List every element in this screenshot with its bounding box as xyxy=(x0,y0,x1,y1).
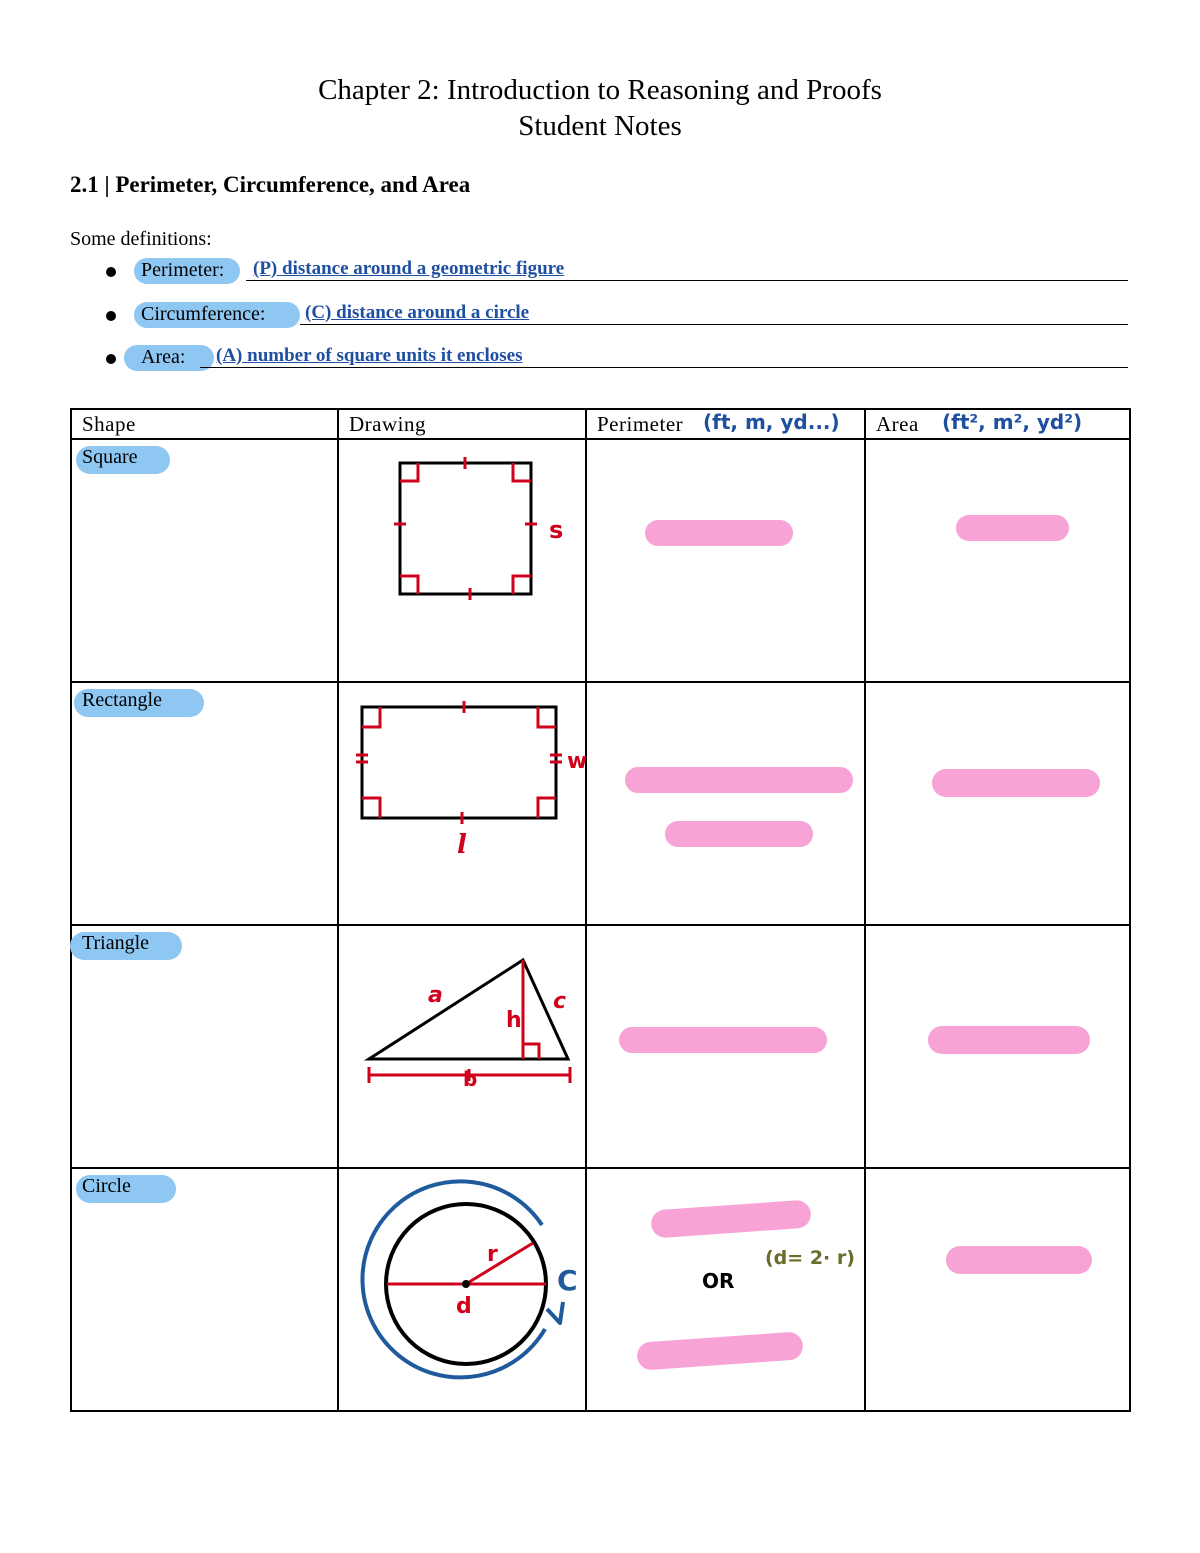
area-cell xyxy=(865,925,1130,1168)
table-row xyxy=(71,439,1130,682)
section-heading: 2.1 | Perimeter, Circumference, and Area xyxy=(70,172,471,197)
formula-highlight xyxy=(636,1331,804,1371)
side-c-label: c xyxy=(553,989,567,1014)
height-label: h xyxy=(506,1008,522,1033)
definition-text: (P) distance around a geometric figure xyxy=(253,258,565,279)
definitions-intro: Some definitions: xyxy=(70,228,212,250)
formula-highlight xyxy=(665,821,813,847)
table-row xyxy=(71,682,1130,925)
bullet-icon xyxy=(106,267,116,277)
header-area xyxy=(865,409,1130,439)
definition-blank-line xyxy=(200,367,1128,368)
definition-perimeter xyxy=(0,258,1200,288)
shape-name: Triangle xyxy=(82,932,150,954)
area-cell xyxy=(865,439,1130,682)
side-label: s xyxy=(549,516,564,544)
bullet-icon xyxy=(106,354,116,364)
bullet-icon xyxy=(106,311,116,321)
shapes-table xyxy=(70,408,1131,1412)
table-row xyxy=(71,925,1130,1168)
header-label: Shape xyxy=(82,412,136,436)
area-units-note: (ft², m², yd²) xyxy=(942,410,1083,434)
definition-text: (A) number of square units it encloses xyxy=(216,345,523,366)
shape-cell xyxy=(71,682,338,925)
formula-highlight xyxy=(645,520,793,546)
diameter-note: (d= 2· r) xyxy=(765,1247,855,1269)
header-shape xyxy=(71,409,338,439)
drawing-cell xyxy=(338,1168,586,1411)
length-label: l xyxy=(457,830,467,860)
definition-term: Circumference: xyxy=(141,303,266,325)
header-label: Drawing xyxy=(349,412,426,436)
drawing-cell xyxy=(338,439,586,682)
width-label: w xyxy=(567,749,587,774)
table-row xyxy=(71,1168,1130,1411)
definition-circumference xyxy=(0,302,1200,332)
document-title: Chapter 2: Introduction to Reasoning and Proofs xyxy=(318,74,882,106)
base-label: b xyxy=(463,1067,478,1091)
document-title-block xyxy=(0,72,1200,144)
perimeter-cell xyxy=(586,1168,865,1411)
side-a-label: a xyxy=(428,983,443,1008)
shape-cell xyxy=(71,1168,338,1411)
or-text: OR xyxy=(702,1269,735,1293)
header-drawing xyxy=(338,409,586,439)
definition-text: (C) distance around a circle xyxy=(305,302,530,323)
rectangle-drawing xyxy=(339,683,587,927)
header-perimeter xyxy=(586,409,865,439)
perimeter-cell xyxy=(586,439,865,682)
formula-highlight xyxy=(956,515,1069,541)
radius-label: r xyxy=(487,1242,498,1267)
perimeter-units-note: (ft, m, yd...) xyxy=(703,410,840,434)
definition-term: Area: xyxy=(141,346,186,368)
definition-term: Perimeter: xyxy=(141,259,225,281)
definition-blank-line xyxy=(246,280,1128,281)
formula-highlight xyxy=(619,1027,827,1053)
drawing-cell xyxy=(338,682,586,925)
formula-highlight xyxy=(650,1199,812,1238)
definition-area xyxy=(0,345,1200,375)
diameter-label: d xyxy=(456,1294,472,1319)
definition-blank-line xyxy=(300,324,1128,325)
table-header-row xyxy=(71,409,1130,439)
perimeter-cell xyxy=(586,682,865,925)
area-cell xyxy=(865,682,1130,925)
header-label: Area xyxy=(876,412,919,436)
formula-highlight xyxy=(928,1026,1090,1054)
area-cell xyxy=(865,1168,1130,1411)
triangle-drawing xyxy=(339,926,587,1170)
formula-highlight xyxy=(932,769,1100,797)
document-subtitle: Student Notes xyxy=(518,110,682,142)
shape-name: Square xyxy=(82,446,138,468)
drawing-cell xyxy=(338,925,586,1168)
perimeter-cell xyxy=(586,925,865,1168)
shape-cell xyxy=(71,439,338,682)
circumference-label: C xyxy=(557,1264,578,1297)
shape-name: Rectangle xyxy=(82,689,162,711)
formula-highlight xyxy=(946,1246,1092,1274)
header-label: Perimeter xyxy=(597,412,684,436)
square-drawing xyxy=(339,440,587,684)
shape-name: Circle xyxy=(82,1175,131,1197)
formula-highlight xyxy=(625,767,853,793)
circle-drawing xyxy=(339,1169,587,1413)
shape-cell xyxy=(71,925,338,1168)
